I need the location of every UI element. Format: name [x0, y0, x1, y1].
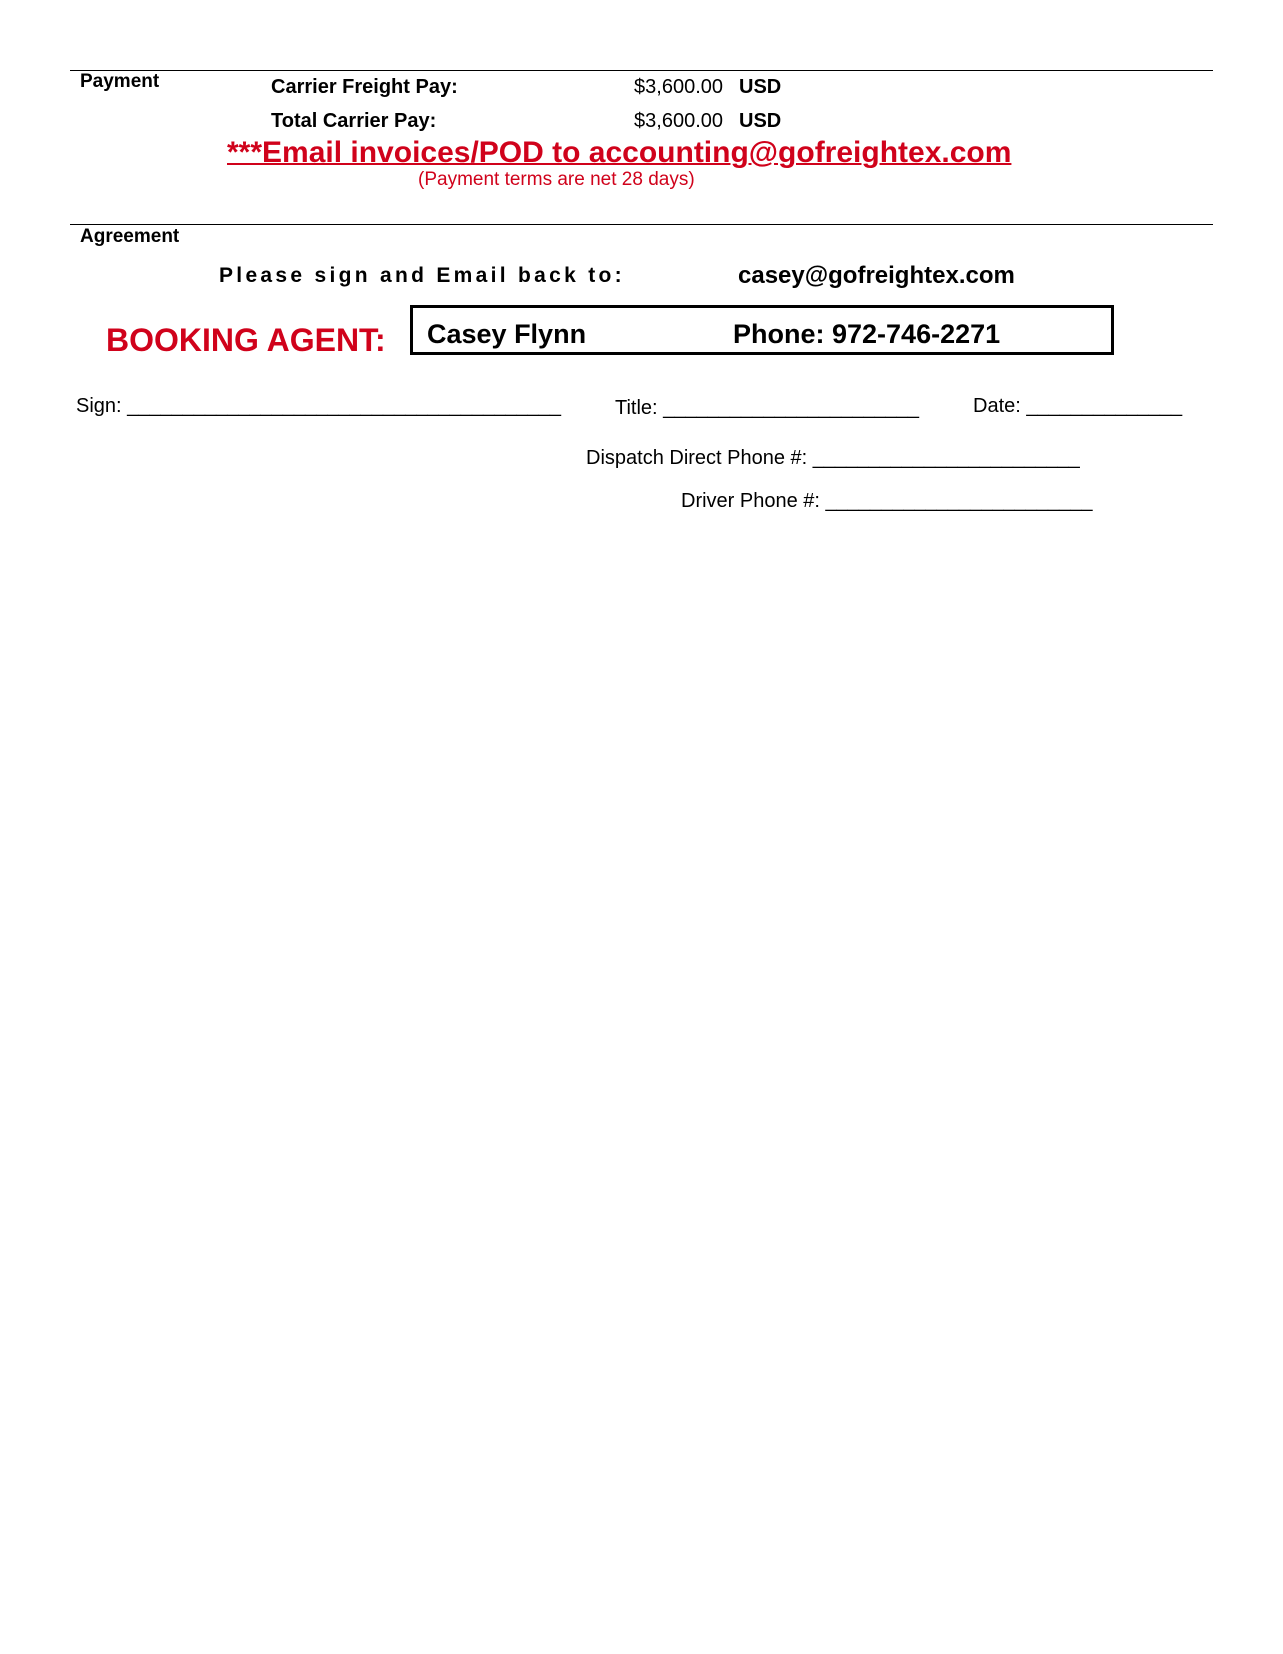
carrier-freight-pay-currency: USD [739, 76, 782, 98]
sign-return-email[interactable]: casey@gofreightex.com [738, 262, 1015, 289]
agreement-top-rule [70, 224, 1213, 225]
dispatch-phone-field[interactable]: Dispatch Direct Phone #: ________________________ [586, 447, 1080, 469]
date-field[interactable]: Date: ______________ [973, 395, 1183, 417]
total-carrier-pay-currency: USD [739, 110, 782, 132]
please-sign-instruction: Please sign and Email back to: [219, 264, 625, 287]
invoice-email-notice[interactable]: ***Email invoices/POD to accounting@gofreightex.com [227, 136, 1012, 169]
carrier-freight-pay-label: Carrier Freight Pay: [271, 76, 458, 98]
agreement-section-label: Agreement [80, 226, 180, 247]
booking-agent-label: BOOKING AGENT: [106, 322, 386, 358]
carrier-freight-pay-amount: $3,600.00 [634, 76, 723, 98]
sign-field[interactable]: Sign: _______________________________________ [76, 395, 561, 417]
title-field[interactable]: Title: _______________________ [615, 397, 919, 419]
booking-agent-box [410, 305, 1114, 355]
driver-phone-field[interactable]: Driver Phone #: ________________________ [681, 490, 1093, 512]
agent-phone: Phone: 972-746-2271 [733, 319, 1001, 349]
total-carrier-pay-label: Total Carrier Pay: [271, 110, 437, 132]
payment-section-label: Payment [80, 71, 160, 92]
agent-name: Casey Flynn [427, 319, 587, 349]
payment-top-rule [70, 70, 1213, 71]
payment-terms: (Payment terms are net 28 days) [418, 169, 695, 190]
total-carrier-pay-amount: $3,600.00 [634, 110, 723, 132]
